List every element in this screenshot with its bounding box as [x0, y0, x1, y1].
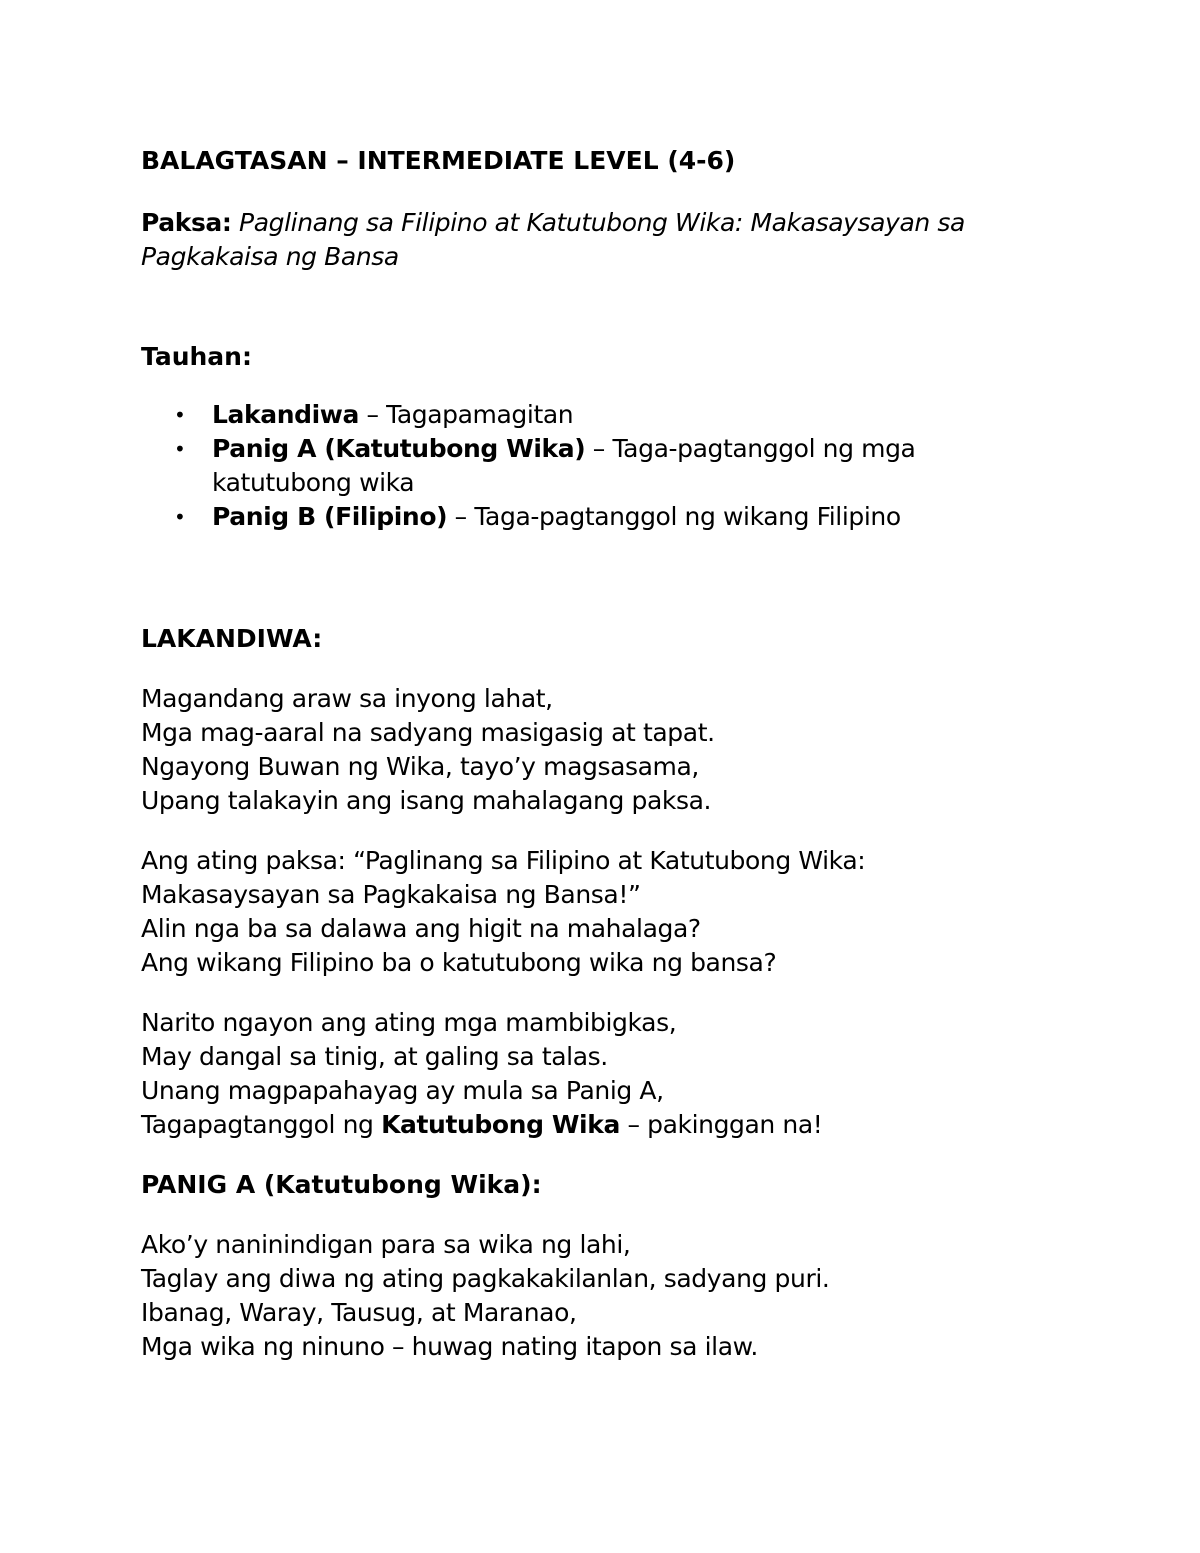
topic-text: Paglinang sa Filipino at Katutubong Wika: Makasaysayan sa Pagkakaisa ng Bansa [141, 208, 965, 271]
verse-line [141, 1108, 1050, 1142]
verse-line: Ang ating paksa: “Paglinang sa Filipino at Katutubong Wika: [141, 846, 866, 875]
role-name: Panig A (Katutubong Wika) [212, 434, 586, 463]
document-title: BALAGTASAN – INTERMEDIATE LEVEL (4-6) [141, 146, 736, 175]
lakandiwa-heading: LAKANDIWA: [141, 624, 323, 653]
role-description: – Tagapamagitan [366, 400, 574, 429]
list-item [174, 398, 1050, 432]
verse-line: Alin nga ba sa dalawa ang higit na mahalaga? [141, 914, 701, 943]
panig-a-heading: PANIG A (Katutubong Wika): [141, 1170, 542, 1199]
bullet-icon: • [174, 505, 186, 529]
verse-line: Unang magpapahayag ay mula sa Panig A, [141, 1076, 664, 1105]
lakandiwa-stanza-3 [141, 1006, 1050, 1142]
role-name: Panig B (Filipino) [212, 502, 448, 531]
bullet-icon: • [174, 403, 186, 427]
verse-line: Mga wika ng ninuno – huwag nating itapon sa ilaw. [141, 1332, 758, 1361]
verse-line: Taglay ang diwa ng ating pagkakakilanlan, sadyang puri. [141, 1264, 830, 1293]
verse-line: Ang wikang Filipino ba o katutubong wika ng bansa? [141, 948, 777, 977]
verse-line: Narito ngayon ang ating mga mambibigkas, [141, 1008, 677, 1037]
verse-line: Ako’y naninindigan para sa wika ng lahi, [141, 1230, 631, 1259]
verse-line: Magandang araw sa inyong lahat, [141, 684, 553, 713]
verse-emphasis: Katutubong Wika [381, 1110, 620, 1139]
topic-label: Paksa: [141, 208, 232, 237]
panig-a-stanza-1 [141, 1228, 1050, 1364]
characters-heading: Tauhan: [141, 342, 252, 371]
verse-line: May dangal sa tinig, at galing sa talas. [141, 1042, 608, 1071]
verse-line: Mga mag-aaral na sadyang masigasig at tapat. [141, 718, 715, 747]
topic [141, 206, 1050, 274]
role-description: – Taga-pagtanggol ng mga katutubong wika [212, 434, 916, 497]
lakandiwa-stanza-2 [141, 844, 1050, 980]
verse-line: Makasaysayan sa Pagkakaisa ng Bansa!” [141, 880, 641, 909]
verse-text: Tagapagtanggol ng [141, 1110, 382, 1139]
verse-line: Ngayong Buwan ng Wika, tayo’y magsasama, [141, 752, 699, 781]
characters-list [141, 398, 1050, 534]
lakandiwa-stanza-1 [141, 682, 1050, 818]
list-item [174, 500, 1050, 534]
role-description: – Taga-pagtanggol ng wikang Filipino [454, 502, 901, 531]
bullet-icon: • [174, 437, 186, 461]
verse-text: – pakinggan na! [619, 1110, 823, 1139]
verse-line: Ibanag, Waray, Tausug, at Maranao, [141, 1298, 577, 1327]
list-item [174, 432, 1050, 500]
role-name: Lakandiwa [212, 400, 359, 429]
verse-line: Upang talakayin ang isang mahalagang paksa. [141, 786, 712, 815]
